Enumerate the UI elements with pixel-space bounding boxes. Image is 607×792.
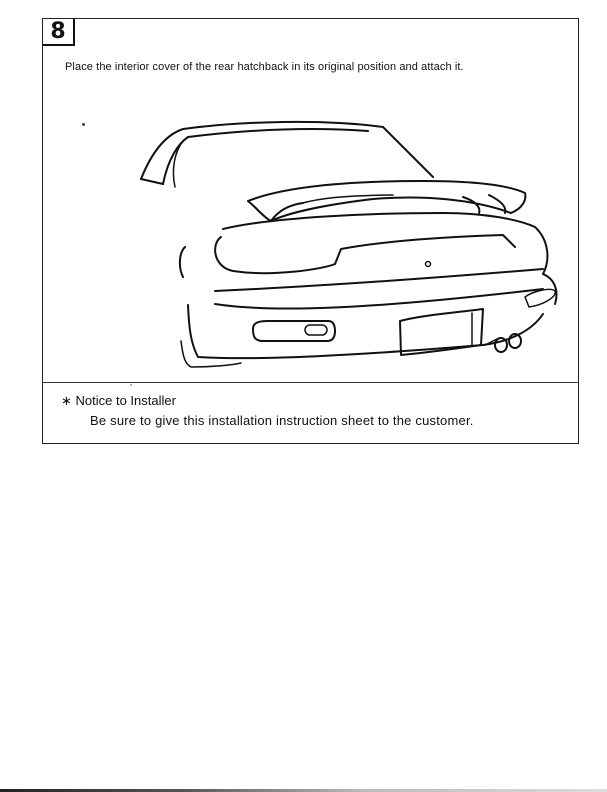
instruction-text: Place the interior cover of the rear hatchback in its original position and attach it.	[65, 61, 464, 73]
step-number-badge: 8	[43, 19, 75, 46]
notice-title: ∗ Notice to Installer	[61, 393, 176, 408]
car-rear-spoiler-illustration	[123, 109, 563, 389]
scan-speck	[82, 123, 85, 126]
notice-body: Be sure to give this installation instruction sheet to the customer.	[90, 413, 474, 428]
section-divider	[43, 382, 578, 383]
instruction-step-panel	[42, 18, 579, 444]
scan-speck	[130, 384, 132, 386]
